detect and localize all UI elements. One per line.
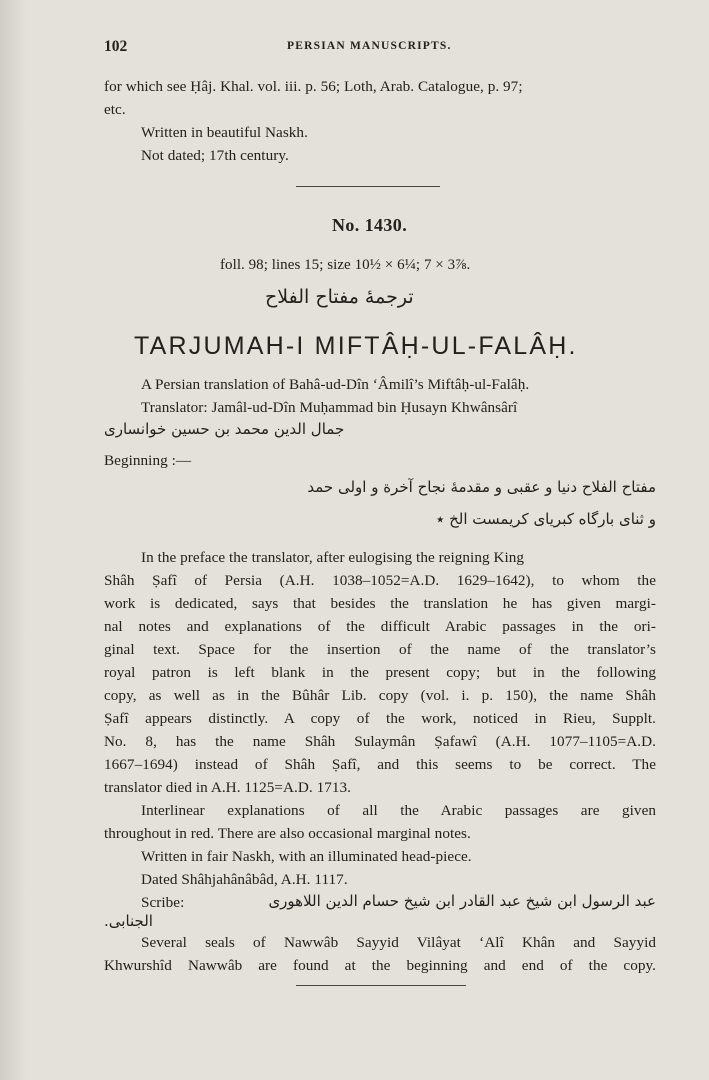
scribe-arabic-cont: الجنابی. — [104, 912, 153, 930]
entry-number: No. 1430. — [332, 215, 408, 235]
date-note: Dated Shâhjahânâbâd, A.H. 1117. — [141, 871, 348, 888]
entry-arabic-title: ترجمهٔ مفتاح الفلاح — [265, 286, 414, 308]
paragraph-line: In the preface the translator, after eulogising the reigning King — [141, 549, 525, 566]
entry-description: A Persian translation of Bahâ-ud-Dîn ‘Âmilî’s Miftâḥ-ul-Falâḥ. — [141, 376, 530, 393]
entry-physical-description: foll. 98; lines 15; size 10½ × 6¼; 7 × 3⅞. — [220, 257, 471, 273]
paragraph-line: ginal text. Space for the insertion of the name of the translator’s — [104, 641, 656, 658]
section-divider — [296, 186, 440, 187]
entry-title: TARJUMAH-I MIFTÂḤ-UL-FALÂḤ. — [134, 332, 578, 360]
seals-line: Several seals of Nawwâb Sayyid Vilâyat ‘Alî Khân and Sayyid — [141, 934, 656, 951]
section-divider — [296, 985, 466, 986]
paragraph-line: work is dedicated, says that besides the translation he has given margi- — [104, 595, 656, 612]
page-gutter-shadow — [0, 0, 26, 1080]
running-title: PERSIAN MANUSCRIPTS. — [287, 40, 452, 52]
prev-entry-date: Not dated; 17th century. — [141, 147, 289, 164]
paragraph-line: translator died in A.H. 1125=A.D. 1713. — [104, 779, 352, 796]
prev-entry-line: etc. — [104, 101, 126, 118]
prev-entry-line: for which see Ḥâj. Khal. vol. iii. p. 56; Loth, Arab. Catalogue, p. 97; — [104, 78, 523, 95]
paragraph-line: Shâh Ṣafî of Persia (A.H. 1038–1052=A.D. 1629–1642), to whom the — [104, 572, 656, 589]
translator-line: Translator: Jamâl-ud-Dîn Muḥammad bin Ḥusayn Khwânsârî — [141, 399, 518, 416]
prev-entry-script: Written in beautiful Naskh. — [141, 124, 308, 141]
page-number: 102 — [104, 38, 128, 55]
scribe-label: Scribe: — [141, 894, 185, 911]
seals-line: Khwurshîd Nawwâb are found at the beginning and end of the copy. — [104, 957, 656, 974]
paragraph-line: throughout in red. There are also occasional marginal notes. — [104, 825, 471, 842]
paragraph-line: Ṣafî appears distinctly. A copy of the work, noticed in Rieu, Supplt. — [104, 710, 656, 727]
paragraph-line: nal notes and explanations of the difficult Arabic passages in the ori- — [104, 618, 656, 635]
paragraph-line: royal patron is left blank in the present copy; but in the following — [104, 664, 656, 681]
beginning-arabic-line: و ثنای بارگاه کبریای کریمست الخ ٭ — [436, 510, 656, 528]
paragraph-line: copy, as well as in the Bûhâr Lib. copy (vol. i. p. 150), the name Shâh — [104, 687, 656, 704]
script-note: Written in fair Naskh, with an illuminated head-piece. — [141, 848, 472, 865]
paragraph-line: 1667–1694) instead of Shâh Ṣafî, and this seems to be correct. The — [104, 756, 656, 773]
translator-arabic: جمال الدين محمد بن حسين خوانساری — [104, 420, 345, 438]
scribe-arabic: عبد الرسول ابن شیخ عبد القادر ابن شیخ حسام الدین اللاهوری — [268, 892, 656, 910]
beginning-arabic-line: مفتاح الفلاح دنیا و عقبی و مقدمهٔ نجاح آخرة و اولی حمد — [307, 478, 656, 496]
paragraph-line: Interlinear explanations of all the Arabic passages are given — [141, 802, 656, 819]
paragraph-line: No. 8, has the name Shâh Sulaymân Ṣafawî (A.H. 1077–1105=A.D. — [104, 733, 656, 750]
beginning-label: Beginning :— — [104, 452, 192, 469]
